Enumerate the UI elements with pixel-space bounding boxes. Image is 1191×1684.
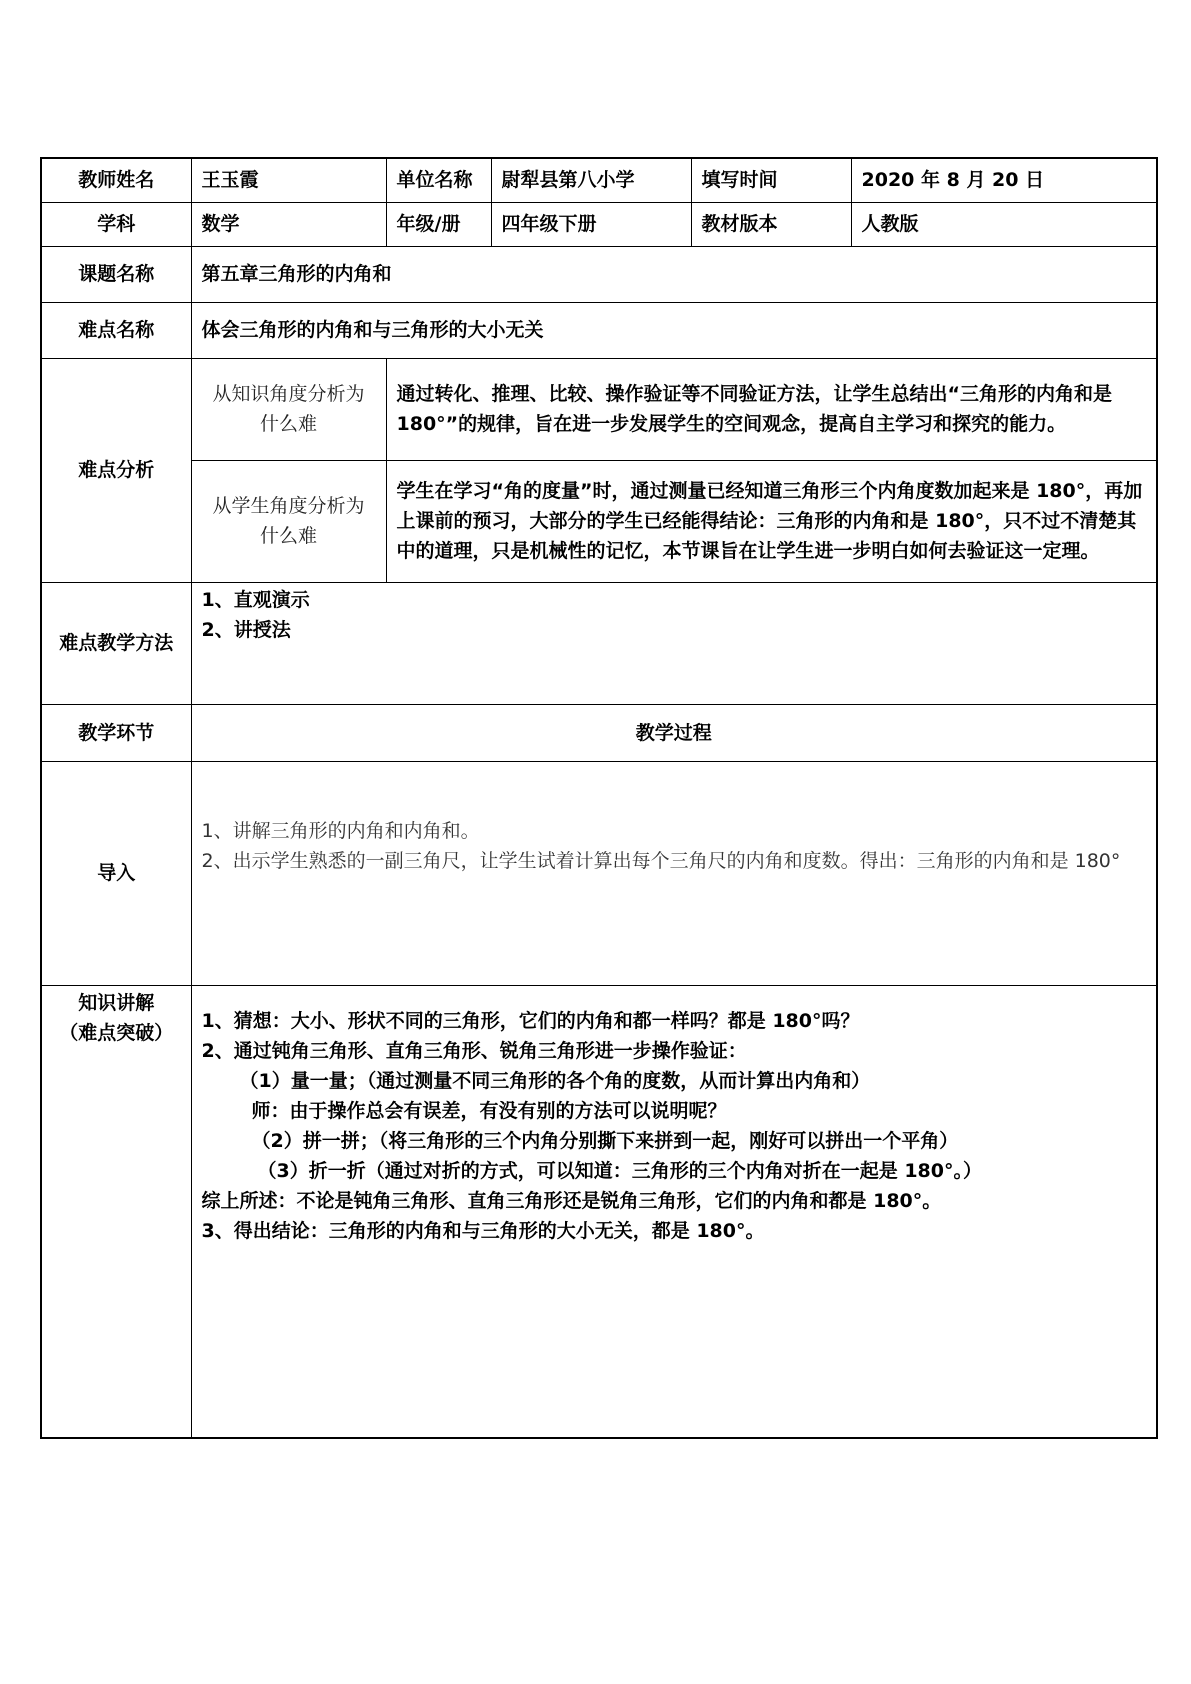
- intro-row: [41, 761, 1157, 985]
- edition-value: 人教版: [851, 202, 1157, 246]
- intro-label: 导入: [41, 761, 191, 985]
- info-row-2: [41, 202, 1157, 246]
- knowledge-line: 1、猜想：大小、形状不同的三角形，它们的内角和都一样吗？都是 180°吗？: [201, 1009, 860, 1032]
- intro-content: [191, 761, 1157, 985]
- analysis-label: 难点分析: [41, 358, 191, 582]
- methods-label: 难点教学方法: [41, 582, 191, 704]
- difficulty-value: 体会三角形的内角和与三角形的大小无关: [191, 302, 1157, 358]
- knowledge-angle-text: 通过转化、推理、比较、操作验证等不同验证方法，让学生总结出“三角形的内角和是 180°”的规律，旨在进一步发展学生的空间观念，提高自主学习和探究的能力。: [386, 358, 1157, 460]
- unit-value: 尉犁县第八小学: [491, 158, 691, 202]
- intro-line: 1、讲解三角形的内角和内角和。: [201, 819, 480, 842]
- knowledge-line: （1）量一量；（通过测量不同三角形的各个角的度数，从而计算出内角和）: [239, 1069, 871, 1092]
- knowledge-line: 师：由于操作总会有误差，有没有别的方法可以说明呢？: [251, 1099, 727, 1122]
- knowledge-line: （3）折一折（通过对折的方式，可以知道：三角形的三个内角对折在一起是 180°。）: [257, 1159, 982, 1182]
- method-item: 1、直观演示: [201, 588, 310, 611]
- knowledge-label-line1: 知识讲解: [78, 991, 155, 1014]
- teacher-label: 教师姓名: [41, 158, 191, 202]
- methods-list: [191, 582, 1157, 704]
- grade-value: 四年级下册: [491, 202, 691, 246]
- student-angle-label: 从学生角度分析为什么难: [191, 460, 386, 582]
- knowledge-line: 2、通过钝角三角形、直角三角形、锐角三角形进一步操作验证：: [201, 1039, 747, 1062]
- difficulty-row: [41, 302, 1157, 358]
- knowledge-line: 综上所述：不论是钝角三角形、直角三角形还是锐角三角形，它们的内角和都是 180°。: [201, 1189, 942, 1212]
- lesson-plan-form: [40, 157, 1156, 1439]
- knowledge-label-line2: （难点突破）: [59, 1021, 174, 1044]
- intro-line: 2、出示学生熟悉的一副三角尺，让学生试着计算出每个三角尺的内角和度数。得出：三角形的内角和是 180°: [201, 849, 1121, 872]
- subject-label: 学科: [41, 202, 191, 246]
- difficulty-label: 难点名称: [41, 302, 191, 358]
- knowledge-row: [41, 985, 1157, 1438]
- edition-label: 教材版本: [691, 202, 851, 246]
- topic-row: [41, 246, 1157, 302]
- stage-header: 教学环节: [41, 704, 191, 761]
- analysis-knowledge-row: [41, 358, 1157, 460]
- date-value: 2020 年 8 月 20 日: [851, 158, 1157, 202]
- method-item: 2、讲授法: [201, 618, 291, 641]
- methods-row: [41, 582, 1157, 704]
- student-angle-text: 学生在学习“角的度量”时，通过测量已经知道三角形三个内角度数加起来是 180°，再加上课前的预习，大部分的学生已经能得结论：三角形的内角和是 180°，只不过不清楚其中的道理，只是机械性的记忆，本节课旨在让学生进一步明白如何去验证这一定理。: [386, 460, 1157, 582]
- knowledge-content: [191, 985, 1157, 1438]
- analysis-student-row: [41, 460, 1157, 582]
- knowledge-angle-label: 从知识角度分析为什么难: [191, 358, 386, 460]
- topic-label: 课题名称: [41, 246, 191, 302]
- unit-label: 单位名称: [386, 158, 491, 202]
- lesson-plan-table: [40, 157, 1158, 1439]
- knowledge-line: （2）拼一拼；（将三角形的三个内角分别撕下来拼到一起，刚好可以拼出一个平角）: [251, 1129, 959, 1152]
- info-row-1: [41, 158, 1157, 202]
- teacher-value: 王玉霞: [191, 158, 386, 202]
- topic-value: 第五章三角形的内角和: [191, 246, 1157, 302]
- date-label: 填写时间: [691, 158, 851, 202]
- knowledge-label: [41, 985, 191, 1438]
- process-header: 教学过程: [191, 704, 1157, 761]
- grade-label: 年级/册: [386, 202, 491, 246]
- subject-value: 数学: [191, 202, 386, 246]
- process-header-row: [41, 704, 1157, 761]
- knowledge-line: 3、得出结论：三角形的内角和与三角形的大小无关，都是 180°。: [201, 1219, 765, 1242]
